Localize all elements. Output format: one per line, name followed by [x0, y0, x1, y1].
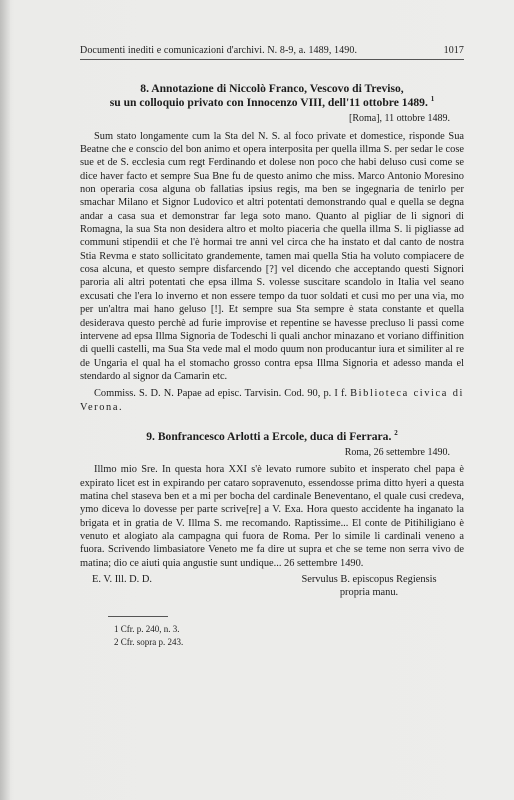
doc9-signature	[274, 573, 464, 600]
doc8-source-citation: Commiss. S. D. N. Papae ad episc. Tarvisin. Cod. 90, p. I f.	[94, 388, 348, 400]
doc8-source	[80, 387, 464, 414]
doc8-body: Sum stato longamente cum la Sta del N. S. al foco private et domestice, risponde Sua Beatne che e conscio del bon animo et opera interposita per quella illma S. per sedar le cose sue et de S. ecclesia cum regt Ferdinando et dolese non poco che habi deluso cusi come se dice haver facto et sempre Sua Bne fu de questo animo che miss. Marco Antonio Moresino non operaria cosa alguna ob fallatias ipsius regis, ma ben se ingegnaria de tenirlo per smachar Milano et Signor Ludovico et altri potentati demonstrando qual e quella se degna andar a casa sua et demonstrar far lega soto mano. Quanto al pigliar de li signori di Romagna, la sua Sta non desidera altro et molto piaceria che quella illma S. li pigliasse ad communi stipendii et che l'è hormai tre anni vel circa che ha instato et dal canto de nostra Stia Revma e stato sollicitato grandemente, tamen mai quella Stia ha voluto compiacere de cosa alcuna, et questo sempre disfarcendo [?] vel dicendo che acceptando questi Signori paroria ali altri potentati che epsa illma S. volesse suscitare scandolo in Italia vel seano excusati che l'era lo inverno et non essere tempo da tuor soldati et cusi mo per una via, mo per un'altra mai hano geluso [!]. Et sempre sua Sta sempre è stata constante et quella desiderava questo perchè ad furie improvise et repentine se havesse precluso li passi come intervene ad epsa Illma Signoria de Todeschi li quali anchor minazano et voriano diffinition di quelli castelli, ma Sua Sta vede mal el modo quum non producantur iura et similiter al re de Ungaria el qual ha el stomacho grosso contra epsa Illma Signoria et adesso manda el stendardo al signor da Camarin etc.	[80, 130, 464, 382]
doc9-dateline: Roma, 26 settembre 1490.	[344, 446, 450, 458]
running-header	[80, 44, 464, 60]
doc8-dateline: [Roma], 11 ottobre 1489.	[348, 113, 450, 125]
doc8-title-line2	[80, 96, 464, 110]
doc8-title-line1: 8. Annotazione di Niccolò Franco, Vescovo di Treviso,	[140, 82, 404, 96]
doc9-signature-line2: propria manu.	[339, 587, 399, 599]
doc8-source-library: Biblioteca civica di Verona.	[80, 388, 464, 413]
page-number: 1017	[443, 45, 464, 56]
page-content	[80, 44, 464, 649]
running-title: Documenti inediti e comunicazioni d'archivi. N. 8-9, a. 1489, 1490.	[80, 45, 358, 56]
footnote-1: 1 Cfr. p. 240, n. 3.	[114, 623, 180, 634]
doc9-signature-line1: Servulus B. episcopus Regiensis	[301, 574, 437, 585]
footnote-2: 2 Cfr. sopra p. 243.	[114, 636, 184, 647]
doc9-closing-salutation: E. V. Ill. D. D.	[92, 574, 152, 585]
footnote-divider	[108, 616, 168, 617]
doc8-title-line2-text: su un colloquio privato con Innocenzo VIII, dell'11 ottobre 1489.	[109, 96, 428, 110]
doc9-title	[80, 430, 464, 444]
doc9-title-text: 9. Bonfrancesco Arlotti a Ercole, duca di Ferrara.	[146, 429, 392, 443]
doc9-closing	[80, 573, 464, 600]
doc9-footnote-mark: 2	[394, 429, 398, 438]
doc8-footnote-mark: 1	[430, 95, 435, 104]
page-edge-shadow	[0, 0, 10, 800]
doc9-body: Illmo mio Sre. In questa hora XXI s'è levato rumore subito et insperato chel papa è expirato licet est in expirando per cataro sopravenuto, essendosse prima ditto hyeri a questa matina chel staseva ben et a mi per bocha del cardinale Beneventano, el quale cusi credeva, ymo diceva lo dovesse per parte scrive[re] a V. Exa. Hora questo accidente ha inganato la brigata et in gratia de V. Illma S. me recomando. Raptissime... El conte de Pitihiligiano è venuto et alogiato ala campagna qui fuora de Roma. Per lo simile li cardinali veneno a fuora. Scrivendo limbasiatore Veneto me fa dire ut supra et che se teme non serra vivo de matina; dio ce aiuti quia angustie sunt undique... 26 settembre 1490.	[80, 464, 464, 569]
